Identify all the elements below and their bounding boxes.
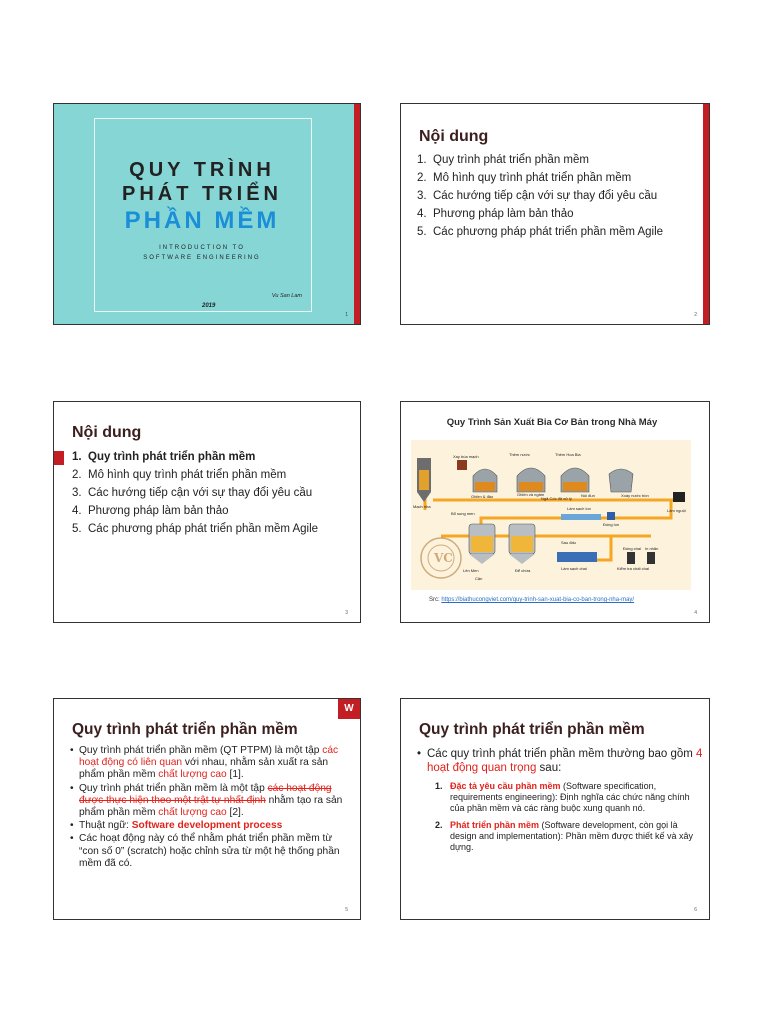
source-line (429, 597, 634, 603)
slide-6-activities (400, 698, 710, 920)
label-malt: Mạch nha (413, 504, 431, 509)
bullet-list (70, 745, 350, 871)
cooler-icon (673, 492, 685, 502)
lauter-tun-icon (517, 468, 545, 492)
conditioning-tank-icon (509, 524, 535, 564)
bottle-line-icon (557, 552, 597, 562)
subtitle (54, 243, 350, 263)
slide-heading: Quy trình phát triển phần mềm (72, 721, 298, 738)
label-filter: Ngã Cốc đã xử lý (541, 496, 572, 501)
slide-4-brewing-process (400, 401, 710, 623)
list-item: 1. Quy trình phát triển phần mềm (417, 154, 589, 166)
label-cool: Làm nguội (667, 508, 686, 513)
list-item: 3. Các hướng tiếp cận với sự thay đổi yêu cầu (417, 190, 658, 202)
label-bottling: Đóng chai (623, 546, 642, 551)
label-hops: Thêm Hoa Bia (555, 452, 581, 457)
source-label: Src: (429, 597, 440, 603)
label-crusher: Xay bùa mạch (453, 454, 479, 459)
label-heat: Ghiền và ngâm (517, 492, 545, 497)
slide-number: 2 (694, 312, 697, 318)
label-whirl: Xoáy nước tròn (621, 493, 649, 498)
list-item: 4. Phương pháp làm bản thảo (417, 208, 574, 220)
bullet-item: • Các hoạt động này có thể nhằm phát triển phần mềm từ “con số 0” (scratch) hoặc chỉnh sửa từ một hệ thống phần mềm đã có. (70, 833, 350, 870)
label-clean: Làm sạch lon (567, 506, 591, 511)
boil-kettle-icon (561, 468, 589, 492)
list-item: 2. Mô hình quy trình phát triển phần mềm (417, 172, 632, 184)
label-cond: Để chứa (515, 568, 531, 573)
label-canfill: Đóng lon (603, 522, 620, 527)
svg-text:VC: VC (434, 551, 453, 565)
slide-red-bar (354, 104, 360, 324)
slide-2-contents (400, 103, 710, 325)
slide-heading: Nội dung (72, 424, 142, 441)
slide-number: 4 (694, 610, 697, 616)
slide-heading: Nội dung (419, 128, 489, 145)
subtitle-line-2: SOFTWARE ENGINEERING (143, 255, 261, 261)
title-line-1: QUY TRÌNH (129, 159, 275, 181)
list-item-active: 1. Quy trình phát triển phần mềm (72, 451, 256, 463)
label-sed: Cặn (475, 576, 483, 581)
slide-3-contents (53, 401, 361, 623)
bullet-item: • Quy trình phát triển phần mềm là một tập các hoạt động được thực hiện theo một trật tự nhất định nhằm tạo ra sản phẩm phần mềm chất lượng cao [2]. (70, 783, 350, 820)
slide-1-title (53, 103, 361, 325)
slide-red-bar (703, 104, 709, 324)
label-ferment: Lên Men (463, 568, 479, 573)
w-badge: W (338, 699, 360, 719)
fermenter-icon (469, 524, 495, 564)
list-item: 2. Phát triển phần mềm (Software development, còn gọi là design and implementation): Phần mềm được thiết kế và xây dựng. (435, 820, 694, 852)
slide-number: 6 (694, 907, 697, 913)
label-addyeast: Bổ sung men (451, 511, 475, 516)
can-line-icon (561, 514, 601, 520)
label-qc: Kiểm tra chất chai (617, 566, 650, 571)
author: Vu San Lam (271, 293, 302, 299)
slide-number: 1 (345, 312, 348, 318)
label-bottle: Sau đấu (561, 540, 576, 545)
label-washb: Làm sạch chai (561, 566, 587, 571)
brewing-infographic (411, 440, 691, 590)
slide-heading: Quy trình phát triển phần mềm (419, 721, 645, 738)
title-line-2: PHÁT TRIỂN (122, 183, 282, 205)
whirlpool-icon (609, 469, 633, 492)
crusher-icon (457, 460, 467, 470)
contents-list (417, 154, 663, 244)
label-boil: Nồi đun (581, 493, 595, 498)
list-item: 5. Các phương pháp phát triển phần mềm Agile (417, 226, 664, 238)
label-mash: Ghiền & đảo (471, 494, 494, 499)
year: 2019 (202, 303, 216, 309)
mash-tun-icon (473, 469, 497, 492)
bullet-item: • Thuật ngữ: Software development process (70, 820, 350, 832)
slide-5-definition (53, 698, 361, 920)
label-label: In nhãn (645, 546, 659, 551)
subtitle-line-1: INTRODUCTION TO (159, 245, 245, 251)
brewery-stamp-logo (421, 538, 461, 578)
slide-number: 3 (345, 610, 348, 616)
slide-number: 5 (345, 907, 348, 913)
list-item: 3. Các hướng tiếp cận với sự thay đổi yêu cầu (72, 487, 313, 499)
activity-list (435, 781, 695, 859)
list-item: 5. Các phương pháp phát triển phần mềm Agile (72, 523, 319, 535)
contents-list (72, 451, 318, 541)
title-line-3: PHẦN MỀM (124, 207, 280, 234)
list-item: 4. Phương pháp làm bản thảo (72, 505, 229, 517)
source-link[interactable]: https://biathucongviet.com/quy-trinh-san-xuat-bia-co-ban-trong-nha-may/ (441, 597, 635, 603)
intro-bullet: • Các quy trình phát triển phần mềm thường bao gồm 4 hoạt động quan trọng sau: (417, 747, 710, 775)
bullet-item: • Quy trình phát triển phần mềm (QT PTPM) là một tập các hoạt động có liên quan với nhau, nhằm sản xuất ra sản phẩm phần mềm chất lượng cao [1]. (70, 745, 350, 782)
list-item: 2. Mô hình quy trình phát triển phần mềm (72, 469, 287, 481)
list-item: 1. Đặc tả yêu cầu phần mềm (Software specification, requirements engineering): Định nghĩa các chức năng chính của phần mềm và các ràng buộc xung quanh nó. (435, 781, 690, 813)
infographic-title: Quy Trình Sản Xuất Bia Cơ Bản trong Nhà Máy (446, 417, 658, 428)
label-water: Thêm nước (509, 452, 530, 457)
active-item-marker (54, 451, 64, 465)
brewing-diagram (411, 440, 691, 590)
